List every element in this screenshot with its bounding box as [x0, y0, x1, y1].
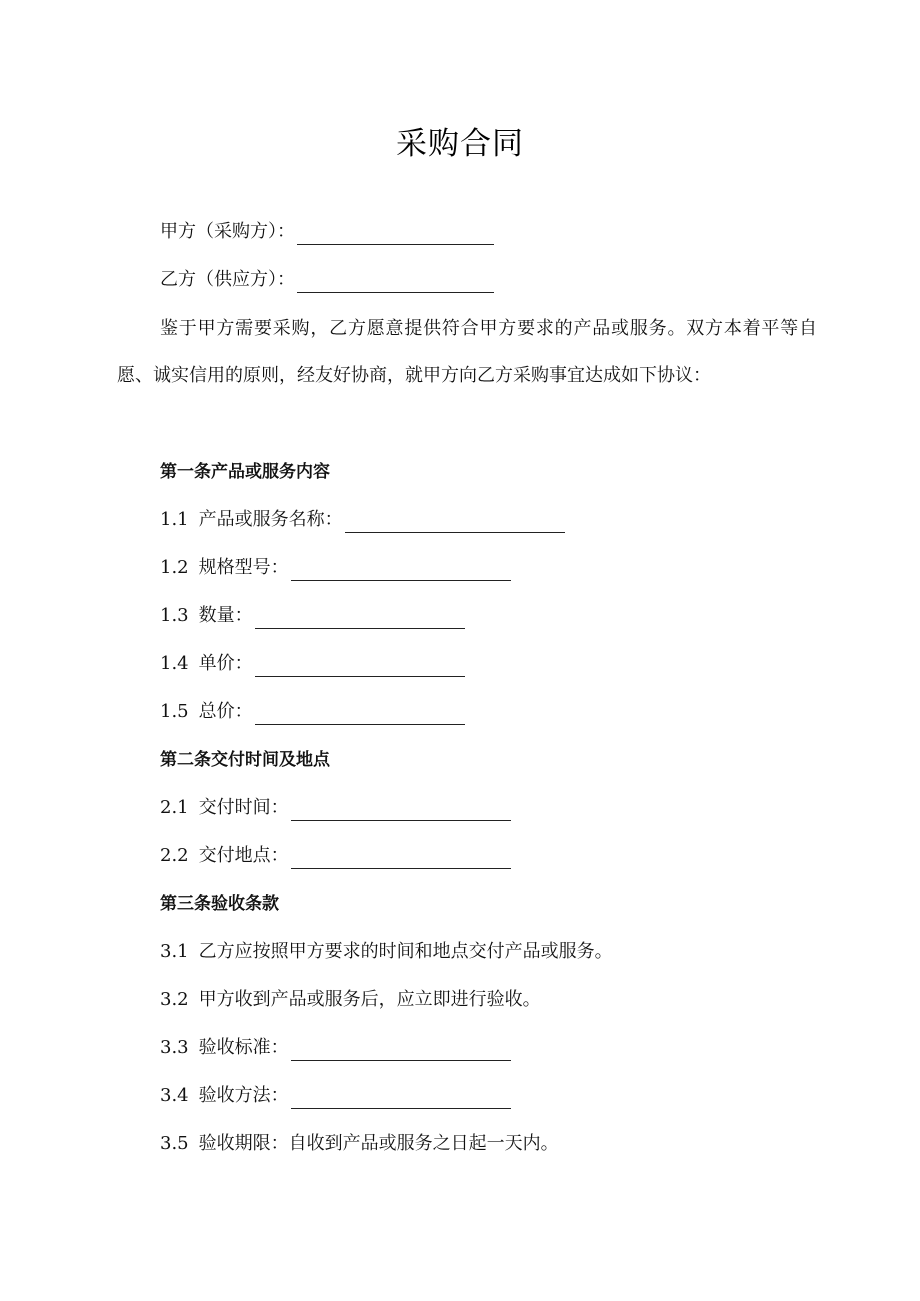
party-a-label: 甲方（采购方）：: [160, 221, 295, 242]
spec-model-blank[interactable]: [291, 560, 511, 581]
item-text: 产品或服务名称：: [198, 509, 343, 530]
article2-item-1: [160, 795, 511, 821]
item-number: 1.1: [160, 509, 189, 530]
article3-item-4: [160, 1083, 511, 1109]
article1-item-4: [160, 651, 465, 677]
total-price-blank[interactable]: [255, 704, 465, 725]
preamble-paragraph: 鉴于甲方需要采购，乙方愿意提供符合甲方要求的产品或服务。双方本着平等自愿、诚实信用的原则，经友好协商，就甲方向乙方采购事宜达成如下协议：: [117, 318, 817, 386]
article3-item-5: [160, 1131, 559, 1157]
unit-price-blank[interactable]: [255, 656, 465, 677]
item-number: 3.3: [160, 1037, 189, 1058]
item-number: 3.1: [160, 941, 189, 962]
delivery-time-blank[interactable]: [291, 800, 511, 821]
item-text: 交付时间：: [198, 797, 289, 818]
item-number: 1.4: [160, 653, 189, 674]
party-a-blank[interactable]: [297, 224, 494, 245]
item-number: 1.3: [160, 605, 189, 626]
article3-item-3: [160, 1035, 511, 1061]
article1-item-1: [160, 507, 565, 533]
party-b-label: 乙方（供应方）：: [160, 269, 295, 290]
item-number: 2.1: [160, 797, 189, 818]
item-text: 乙方应按照甲方要求的时间和地点交付产品或服务。: [198, 941, 613, 962]
article3-heading: 第三条验收条款: [160, 894, 279, 914]
product-name-blank[interactable]: [345, 512, 565, 533]
item-text: 甲方收到产品或服务后，应立即进行验收。: [198, 989, 541, 1010]
acceptance-standard-blank[interactable]: [291, 1040, 511, 1061]
article3-item-1: [160, 939, 613, 965]
quantity-blank[interactable]: [255, 608, 465, 629]
item-number: 3.4: [160, 1085, 189, 1106]
item-text: 验收期限：自收到产品或服务之日起一天内。: [198, 1133, 559, 1154]
article1-item-3: [160, 603, 465, 629]
article1-heading: 第一条产品或服务内容: [160, 462, 330, 482]
delivery-place-blank[interactable]: [291, 848, 511, 869]
item-number: 3.2: [160, 989, 189, 1010]
article1-item-5: [160, 699, 465, 725]
article1-item-2: [160, 555, 511, 581]
party-b-blank[interactable]: [297, 272, 494, 293]
item-text: 规格型号：: [198, 557, 289, 578]
item-number: 3.5: [160, 1133, 189, 1154]
item-text: 数量：: [198, 605, 253, 626]
item-text: 总价：: [198, 701, 253, 722]
item-number: 2.2: [160, 845, 189, 866]
page-title: 采购合同: [396, 126, 524, 162]
article3-item-2: [160, 987, 541, 1013]
item-text: 验收标准：: [198, 1037, 289, 1058]
article2-heading: 第二条交付时间及地点: [160, 750, 330, 770]
article2-item-2: [160, 843, 511, 869]
item-number: 1.5: [160, 701, 189, 722]
item-text: 单价：: [198, 653, 253, 674]
party-a-line: [160, 219, 494, 245]
item-text: 交付地点：: [198, 845, 289, 866]
item-text: 验收方法：: [198, 1085, 289, 1106]
acceptance-method-blank[interactable]: [291, 1088, 511, 1109]
party-b-line: [160, 267, 494, 293]
item-number: 1.2: [160, 557, 189, 578]
